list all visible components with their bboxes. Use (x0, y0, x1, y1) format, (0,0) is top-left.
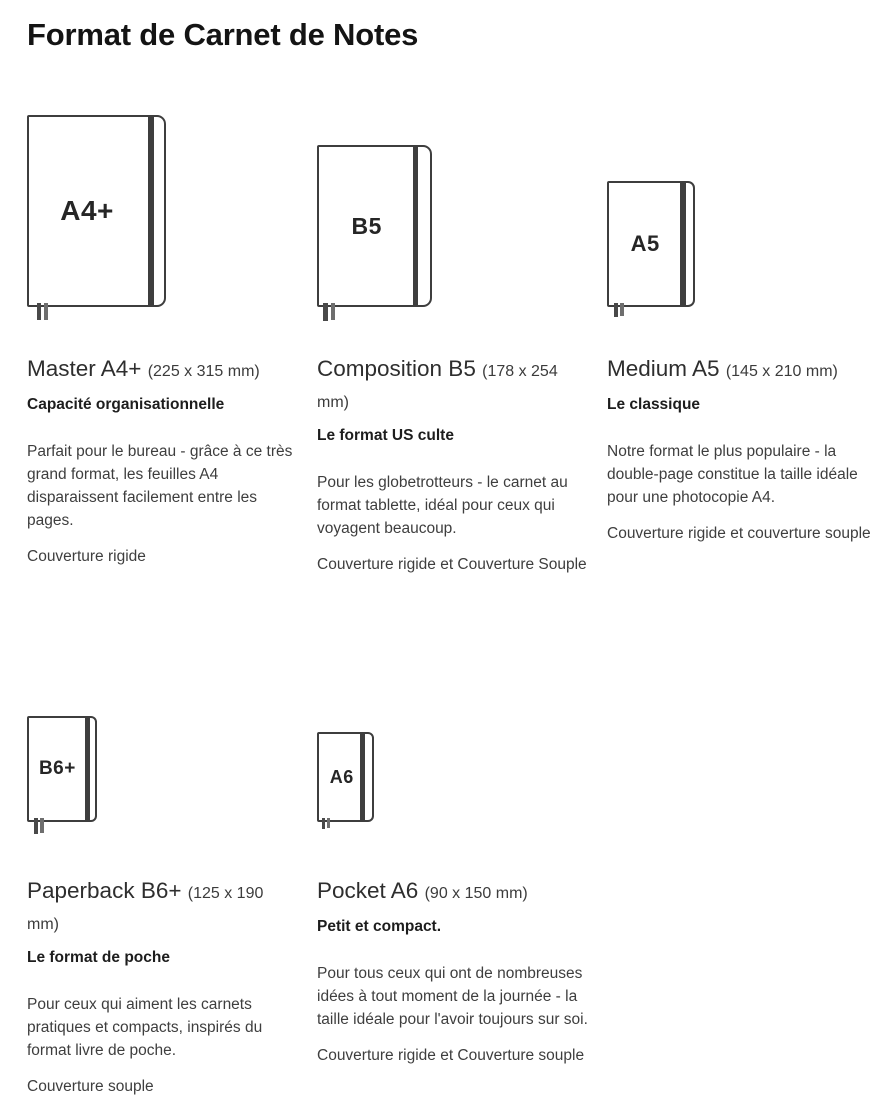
bookmark-ribbon (322, 818, 325, 829)
format-covers: Couverture souple (27, 1078, 154, 1095)
notebook-size-label: A6 (329, 766, 354, 787)
format-tagline: Le format US culte (317, 427, 454, 444)
format-name: Master A4+ (27, 356, 142, 381)
card-title (607, 355, 879, 386)
notebook-illustration (27, 712, 299, 822)
notebook-cover (317, 145, 432, 307)
card-title (317, 355, 589, 417)
bookmark-ribbon (44, 303, 48, 320)
elastic-band (360, 732, 365, 822)
format-covers: Couverture rigide et couverture souple (607, 525, 871, 542)
card-title (27, 877, 299, 939)
format-tagline: Capacité organisationnelle (27, 396, 225, 413)
format-card-master-a4plus (27, 53, 299, 576)
bookmark-ribbon (37, 303, 41, 320)
notebook-illustration (317, 712, 589, 822)
elastic-band (148, 115, 154, 307)
notebook-size-label: B6+ (38, 758, 76, 779)
notebook-size-label: B5 (351, 212, 382, 239)
format-description: Notre format le plus populaire - la double-page constitue la taille idéale pour une photocopie A4. (607, 443, 858, 506)
bookmark-ribbon (40, 818, 44, 833)
format-card-medium-a5 (607, 53, 879, 576)
format-dimensions: (225 x 315 mm) (147, 363, 260, 380)
elastic-band (413, 145, 418, 307)
format-description: Pour ceux qui aiment les carnets pratiques et compacts, inspirés du format livre de poche. (27, 996, 263, 1059)
bookmark-ribbon (620, 303, 624, 316)
bookmark-ribbon (614, 303, 618, 317)
notebook-cover (27, 716, 97, 822)
bookmark-ribbon (331, 303, 335, 320)
format-dimensions: (178 x 254 mm) (317, 363, 558, 411)
format-covers: Couverture rigide et Couverture Souple (317, 556, 587, 573)
bookmark-ribbon (323, 303, 328, 321)
page-title: Format de Carnet de Notes (27, 17, 419, 52)
card-title (27, 355, 299, 386)
format-dimensions: (125 x 190 mm) (27, 885, 264, 933)
notebook-illustration (317, 115, 589, 307)
format-description: Pour les globetrotteurs - le carnet au format tablette, idéal pour ceux qui voyagent beaucoup. (317, 474, 568, 537)
card-title (317, 877, 589, 908)
format-description: Parfait pour le bureau - grâce à ce très grand format, les feuilles A4 disparaissent facilement entre les pages. (27, 443, 293, 529)
format-name: Medium A5 (607, 356, 720, 381)
format-tagline: Le classique (607, 396, 701, 413)
format-card-pocket-a6 (317, 712, 589, 1098)
notebook-size-label: A4+ (60, 195, 114, 226)
format-name: Pocket A6 (317, 878, 419, 903)
format-card-paperback-b6plus (27, 712, 299, 1098)
format-tagline: Le format de poche (27, 949, 170, 966)
format-tagline: Petit et compact. (317, 918, 442, 935)
notebook-cover (27, 115, 166, 307)
format-covers: Couverture rigide et Couverture souple (317, 1047, 585, 1064)
elastic-band (85, 716, 90, 822)
format-name: Composition B5 (317, 356, 476, 381)
format-dimensions: (145 x 210 mm) (725, 363, 838, 380)
bookmark-ribbon (327, 818, 330, 828)
notebook-illustration (607, 115, 879, 307)
notebook-cover (607, 181, 695, 307)
notebook-illustration (27, 115, 299, 307)
elastic-band (680, 181, 686, 307)
bookmark-ribbon (34, 818, 38, 834)
format-name: Paperback B6+ (27, 878, 182, 903)
notebook-size-label: A5 (630, 231, 660, 256)
format-dimensions: (90 x 150 mm) (424, 885, 528, 902)
format-covers: Couverture rigide (27, 548, 146, 565)
notebook-cover (317, 732, 374, 822)
format-description: Pour tous ceux qui ont de nombreuses idées à tout moment de la journée - la taille idéale pour l'avoir toujours sur soi. (317, 965, 588, 1028)
format-card-composition-b5 (317, 53, 589, 576)
format-cards-grid (27, 53, 890, 1098)
